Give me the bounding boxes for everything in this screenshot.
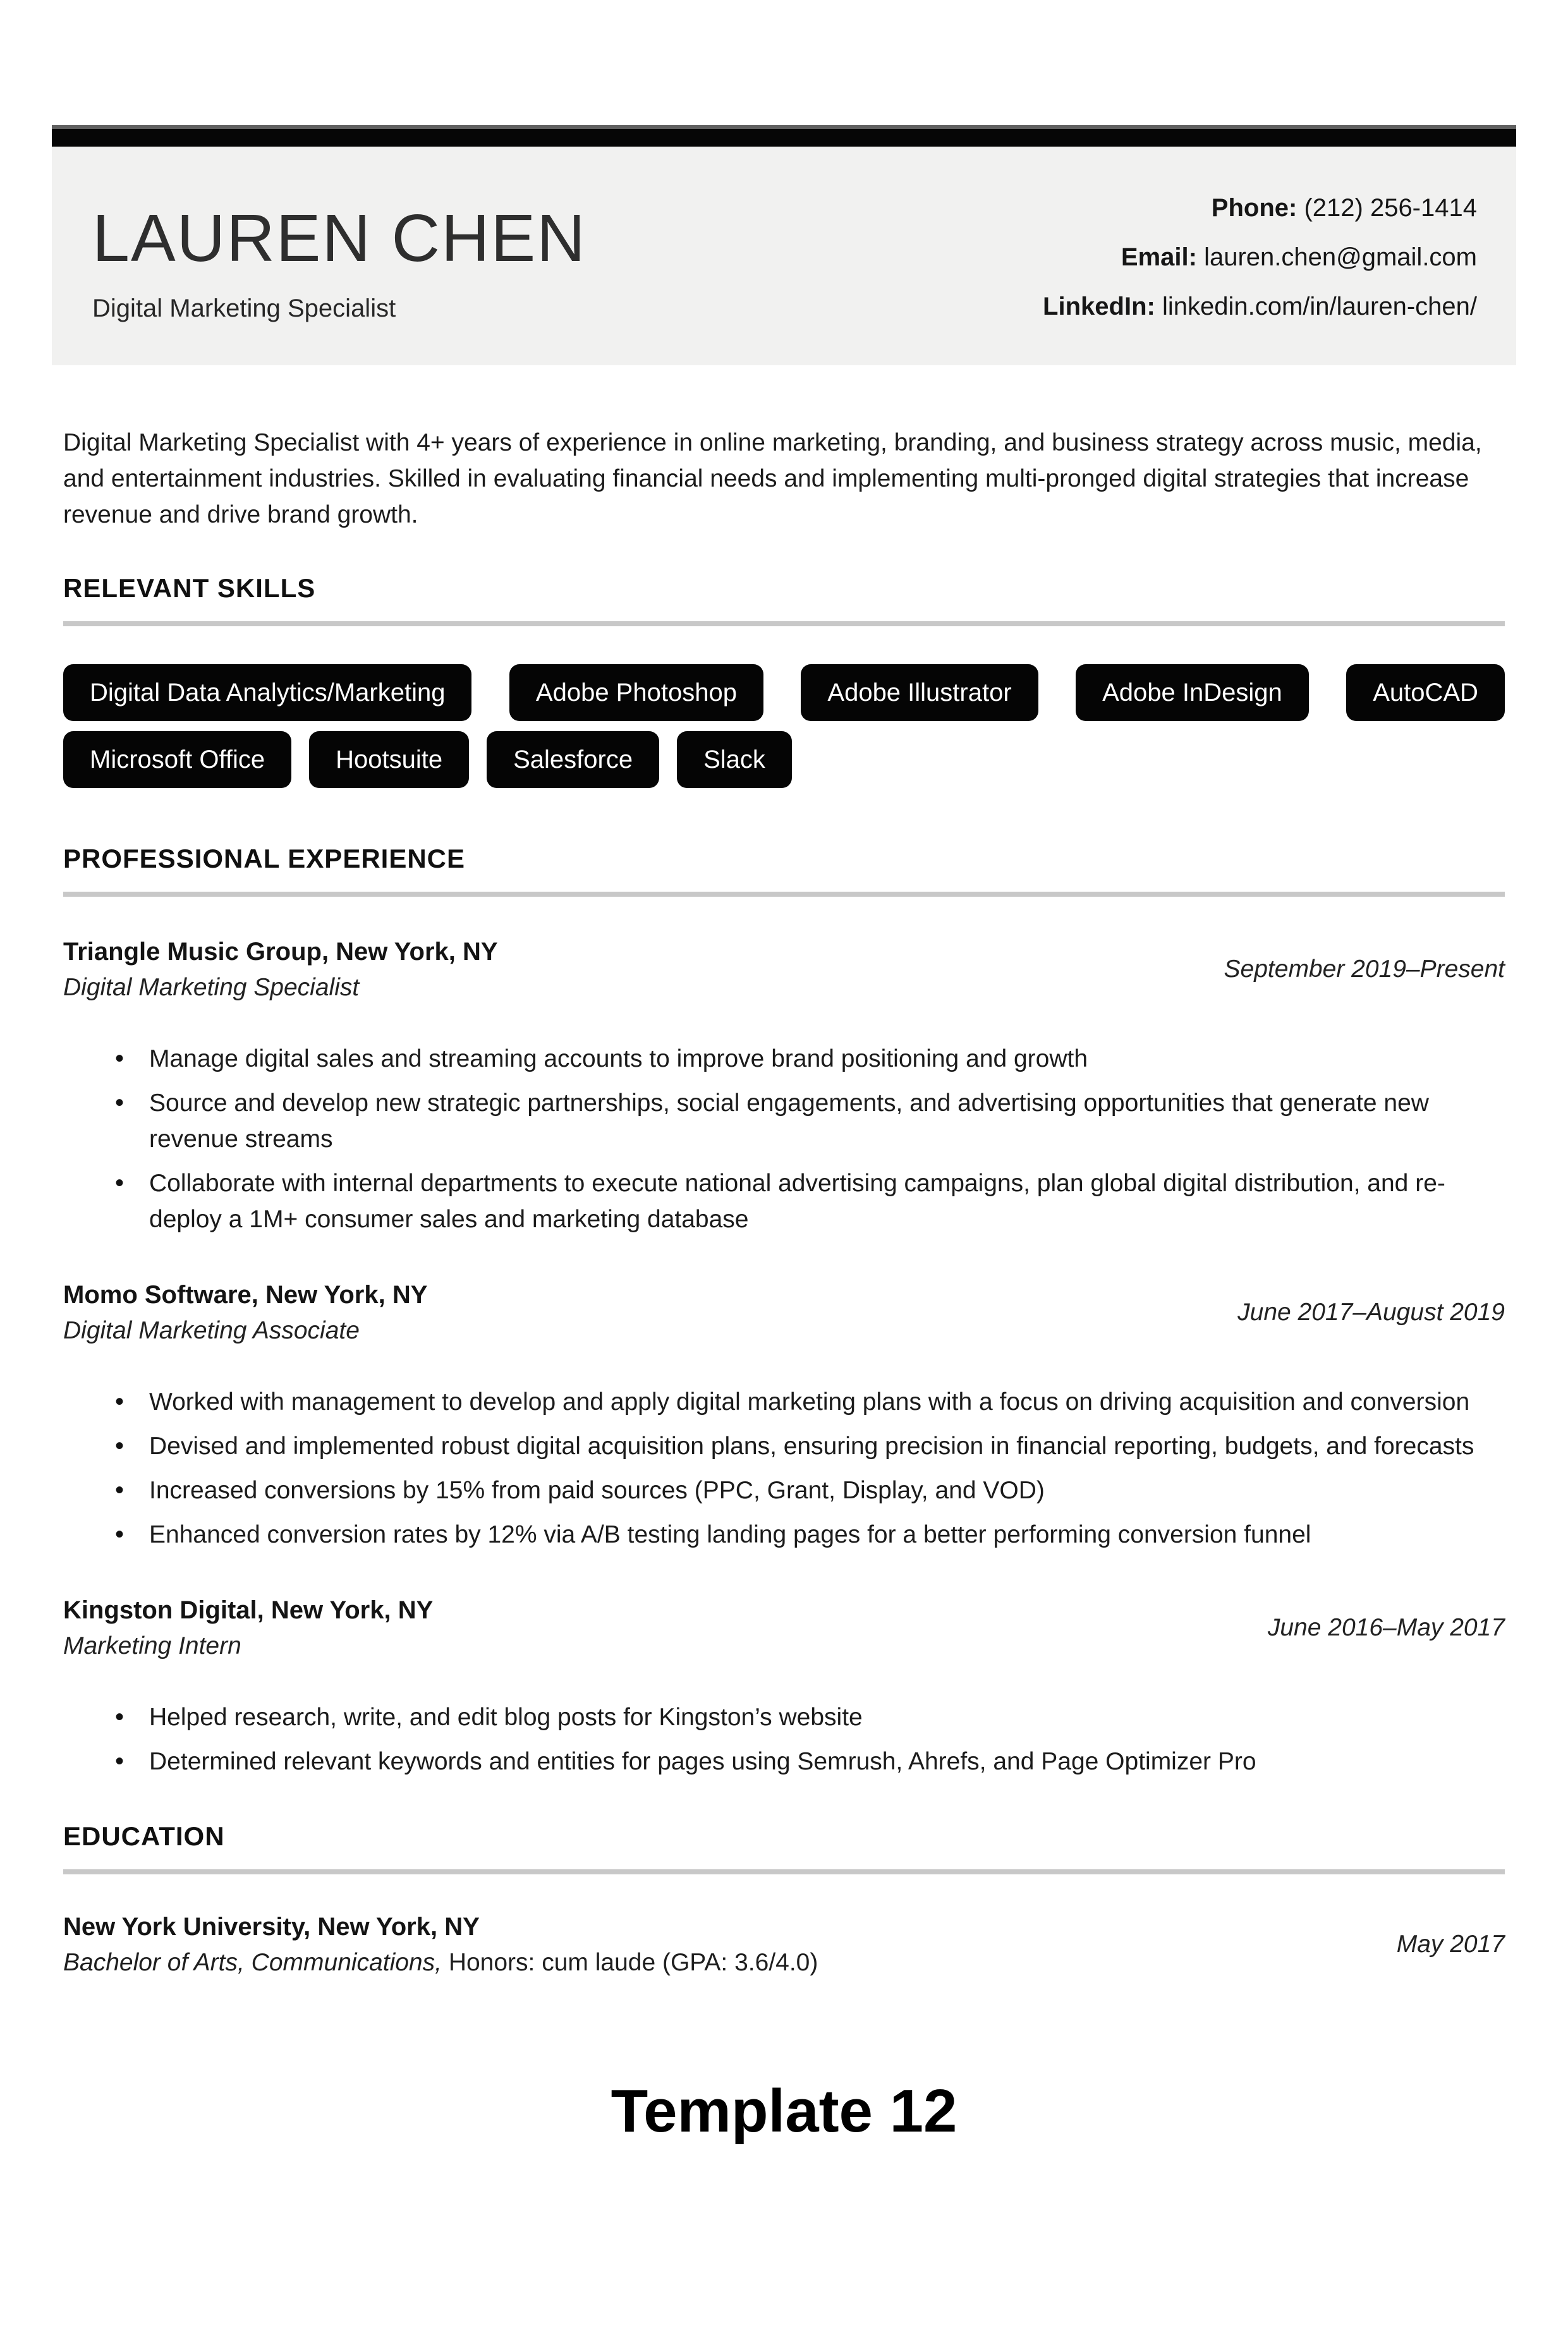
skill-pill: Microsoft Office (63, 731, 291, 788)
company-name: Kingston Digital, New York, NY (63, 1596, 434, 1624)
job-bullet: • Determined relevant keywords and entities for pages using Semrush, Ahrefs, and Page Optimizer Pro (149, 1744, 1505, 1780)
skill-pill: Adobe Photoshop (509, 664, 763, 721)
contact-label: Phone: (1211, 194, 1298, 222)
education-heading: EDUCATION (63, 1821, 225, 1851)
education-entry (63, 1911, 1505, 1978)
job-dates: June 2016–May 2017 (1267, 1614, 1505, 1641)
job-bullet: • Helped research, write, and edit blog posts for Kingston’s website (149, 1699, 1505, 1735)
job-entry (63, 936, 1505, 1237)
job-bullet: • Worked with management to develop and apply digital marketing plans with a focus on driving acquisition and conversion (149, 1384, 1505, 1420)
company-name: Momo Software, New York, NY (63, 1281, 428, 1309)
skill-pill: AutoCAD (1346, 664, 1505, 721)
job-bullet: • Source and develop new strategic partnerships, social engagements, and advertising opportunities that generate new revenue streams (149, 1085, 1505, 1157)
contact-info (1043, 183, 1477, 331)
header-black-bar (52, 129, 1516, 147)
experience-section (63, 844, 1505, 1780)
degree-line (63, 1948, 818, 1978)
education-section (63, 1821, 1505, 1978)
contact-value: linkedin.com/in/lauren-chen/ (1162, 293, 1477, 320)
education-date: May 2017 (1396, 1931, 1505, 1958)
header-identity (92, 203, 586, 323)
candidate-name: LAUREN CHEN (92, 201, 586, 276)
job-bullet: • Increased conversions by 15% from paid sources (PPC, Grant, Display, and VOD) (149, 1472, 1505, 1508)
skills-row (63, 731, 1505, 788)
job-header-left (63, 1594, 433, 1661)
job-header (63, 936, 1505, 1003)
job-role: Marketing Intern (63, 1632, 241, 1659)
skill-pill: Adobe InDesign (1076, 664, 1309, 721)
degree-name: Bachelor of Arts, Communications, (63, 1949, 442, 1976)
school-name: New York University, New York, NY (63, 1913, 480, 1941)
contact-label: Email: (1121, 243, 1197, 271)
contact-value: (212) 256-1414 (1304, 194, 1477, 222)
section-divider (63, 1869, 1505, 1874)
skills-heading: RELEVANT SKILLS (63, 573, 316, 603)
skill-pill: Hootsuite (309, 731, 469, 788)
skill-pill: Adobe Illustrator (801, 664, 1038, 721)
job-bullet-list (63, 1384, 1505, 1553)
job-header-left (63, 936, 498, 1003)
skills-section (63, 573, 1505, 788)
template-caption: Template 12 (611, 2077, 957, 2145)
skills-row (63, 664, 1505, 721)
contact-line (1043, 282, 1477, 331)
skills-pill-list (63, 664, 1505, 788)
job-role: Digital Marketing Specialist (63, 974, 360, 1001)
job-header (63, 1279, 1505, 1346)
job-bullet: • Collaborate with internal departments to execute national advertising campaigns, plan global digital distribution, and re-deploy a 1M+ consumer sales and marketing database (149, 1165, 1505, 1237)
job-header (63, 1594, 1505, 1661)
contact-value: lauren.chen@gmail.com (1204, 243, 1477, 271)
resume-header (52, 147, 1516, 365)
job-bullet: • Enhanced conversion rates by 12% via A/B testing landing pages for a better performing conversion funnel (149, 1517, 1505, 1553)
summary-paragraph: Digital Marketing Specialist with 4+ years of experience in online marketing, branding, and business strategy across music, media, and entertainment industries. Skilled in evaluating financial needs and implementing multi-pronged digital strategies that increase revenue and drive brand growth. (63, 429, 1482, 528)
job-bullet: • Manage digital sales and streaming accounts to improve brand positioning and growth (149, 1041, 1505, 1077)
job-dates: September 2019–Present (1224, 956, 1505, 983)
contact-line (1043, 233, 1477, 282)
job-dates: June 2017–August 2019 (1237, 1299, 1505, 1326)
job-bullet: • Devised and implemented robust digital acquisition plans, ensuring precision in financial reporting, budgets, and forecasts (149, 1428, 1505, 1464)
contact-label: LinkedIn: (1043, 293, 1155, 320)
section-divider (63, 892, 1505, 897)
job-role: Digital Marketing Associate (63, 1317, 360, 1344)
skill-pill: Salesforce (487, 731, 659, 788)
job-list (63, 936, 1505, 1780)
education-entry-left (63, 1911, 818, 1978)
job-header-left (63, 1279, 427, 1346)
candidate-title: Digital Marketing Specialist (92, 294, 396, 322)
section-divider (63, 621, 1505, 626)
job-bullet-list (63, 1699, 1505, 1780)
skill-pill: Digital Data Analytics/Marketing (63, 664, 471, 721)
job-entry (63, 1279, 1505, 1553)
contact-line (1043, 183, 1477, 233)
degree-honors: Honors: cum laude (GPA: 3.6/4.0) (448, 1949, 818, 1976)
experience-heading: PROFESSIONAL EXPERIENCE (63, 844, 466, 873)
job-entry (63, 1594, 1505, 1780)
company-name: Triangle Music Group, New York, NY (63, 938, 498, 966)
job-bullet-list (63, 1041, 1505, 1237)
resume-page (0, 125, 1568, 2342)
skill-pill: Slack (677, 731, 792, 788)
